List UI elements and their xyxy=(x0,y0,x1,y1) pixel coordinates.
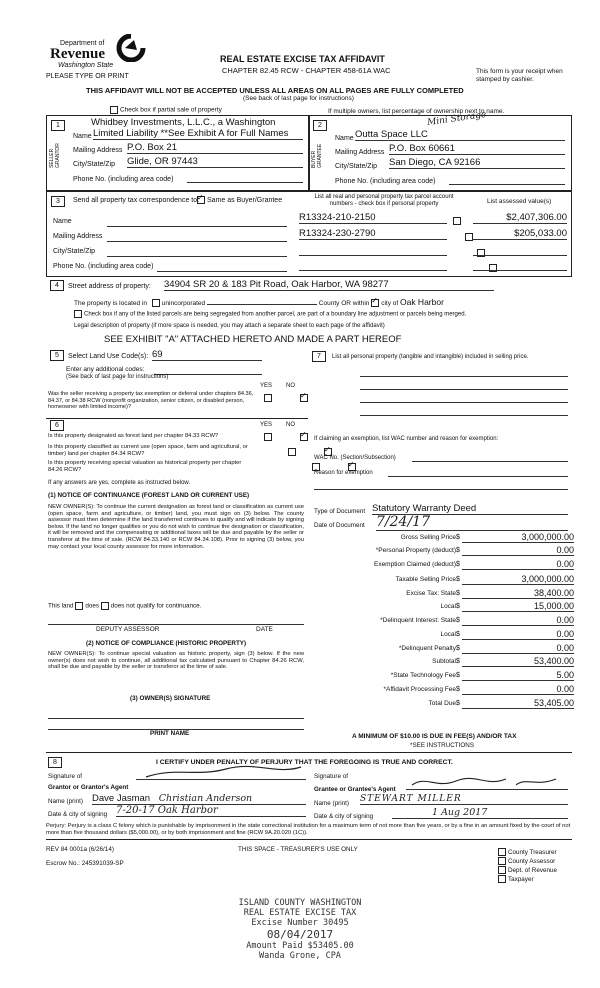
fee-dollar-sign: $ xyxy=(456,590,460,597)
see-back-note: (See back of last page for instructions) xyxy=(243,95,354,102)
deputy-signature-line[interactable] xyxy=(48,616,304,625)
fee-value[interactable]: 53,400.00 xyxy=(462,656,574,667)
fee-row xyxy=(362,576,574,587)
fee-label: Local xyxy=(440,603,456,610)
fee-label: Excise Tax: State xyxy=(406,590,456,597)
grantee-sig-of: Signature of xyxy=(314,773,348,780)
same-as-row xyxy=(197,196,282,204)
copy-taxpayer-checkbox[interactable] xyxy=(498,875,506,883)
dor-logo xyxy=(50,36,160,72)
personal-property-line-1[interactable] xyxy=(360,368,568,377)
location-row xyxy=(74,297,444,307)
grantee-agent-label: Grantee or Grantee's Agent xyxy=(314,786,396,793)
fee-dollar-sign: $ xyxy=(456,617,460,624)
seller-mailing-field[interactable]: P.O. Box 21 xyxy=(127,142,303,154)
fee-label: Total Due xyxy=(428,700,456,707)
corr-phone-label: Phone No. (including area code) xyxy=(53,263,154,270)
fee-label: *Personal Property (deduct) xyxy=(375,547,456,554)
grantee-date-field[interactable]: 1 Aug 2017 xyxy=(392,807,568,819)
receipt-note: This form is your receipt when stamped by cashier. xyxy=(476,68,563,83)
buyer-city-field[interactable]: San Diego, CA 92166 xyxy=(389,157,565,169)
wac-label: WAC No. (Section/Subsection) xyxy=(314,455,396,461)
treasurer-only: THIS SPACE - TREASURER'S USE ONLY xyxy=(238,846,358,853)
minimum-due: A MINIMUM OF $10.00 IS DUE IN FEE(S) AND/OR TAX xyxy=(352,733,517,740)
fee-label: Taxable Selling Price xyxy=(395,576,456,583)
copy-county-treasurer xyxy=(498,848,557,857)
section-5 xyxy=(46,348,308,419)
fee-value[interactable]: 0.00 xyxy=(462,559,574,570)
assessed-header: List assessed value(s) xyxy=(487,198,552,205)
fee-label: *State Technology Fee xyxy=(390,672,456,679)
exhibit-a-text: SEE EXHIBIT "A" ATTACHED HERETO AND MADE A PART HEREOF xyxy=(104,334,402,345)
fee-label: Subtotal xyxy=(432,658,456,665)
fee-dollar-sign: $ xyxy=(456,631,460,638)
stamp-line-1: ISLAND COUNTY WASHINGTON xyxy=(238,898,362,908)
section5-yes-header: YES xyxy=(260,383,273,389)
assessed-4[interactable] xyxy=(473,259,567,271)
stamp-line-4: 08/04/2017 xyxy=(266,928,334,941)
stamp-line-2: REAL ESTATE EXCISE TAX xyxy=(243,908,357,918)
compliance-title: (2) NOTICE OF COMPLIANCE (HISTORIC PROPERTY) xyxy=(86,640,247,647)
reason-label: Reason for exemption xyxy=(314,470,373,476)
section5-yes-checkbox[interactable] xyxy=(264,394,272,402)
forest-question: Is this property designated as forest land per chapter 84.33 RCW? xyxy=(48,433,219,439)
grantor-name-field[interactable] xyxy=(92,793,306,805)
fee-label: *Delinquent Interest: State xyxy=(380,617,456,624)
grantee-name-field[interactable]: STEWART MILLER xyxy=(360,794,568,805)
grantor-sig-of: Signature of xyxy=(48,773,82,780)
copy-assessor-label: County Assessor xyxy=(508,858,556,865)
copy-revenue-label: Dept. of Revenue xyxy=(508,867,558,874)
grantor-signature-scribble xyxy=(136,765,306,779)
owner-signature-label: (3) OWNER(S) SIGNATURE xyxy=(130,695,211,702)
this-land-label: This land xyxy=(48,602,74,610)
same-as-checkbox[interactable] xyxy=(197,196,205,204)
fee-row xyxy=(362,547,574,558)
buyer-mailing-field[interactable]: P.O. Box 60661 xyxy=(389,143,565,155)
copies-list xyxy=(498,848,557,884)
fee-row xyxy=(362,603,574,614)
section5-no-header: NO xyxy=(286,383,295,389)
perjury-text: Perjury: Perjury is a class C felony which is punishable by imprisonment in the state correctional institution for a maximum term of not more than five years, or by a fine in an amount fixed by the court of not more than five thousand dollars ($5,000.00), or by both imprisonment and fine (RCW 9A.20.020 (1C)). xyxy=(46,823,572,840)
section-3 xyxy=(46,191,572,277)
fee-value[interactable]: 0.00 xyxy=(462,615,574,626)
owner-signature-line[interactable] xyxy=(48,710,304,719)
certify-text: I CERTIFY UNDER PENALTY OF PERJURY THAT THE FOREGOING IS TRUE AND CORRECT. xyxy=(156,759,453,766)
claiming-exemption-label: If claiming an exemption, list WAC number and reason for exemption: xyxy=(314,436,499,442)
fee-row xyxy=(362,561,574,572)
segregated-label: Check box if any of the listed parcels are being segregated from another parcel, are part of a boundary line adjustment or parcels being merged. xyxy=(84,311,467,318)
segregated-row xyxy=(74,310,466,318)
fee-dollar-sign: $ xyxy=(456,547,460,554)
grantor-signature[interactable] xyxy=(136,765,306,780)
seller-name-line1: Whidbey Investments, L.L.C., a Washington xyxy=(91,117,276,128)
fee-value[interactable]: 3,000,000.00 xyxy=(462,532,574,543)
seller-phone-field[interactable] xyxy=(187,174,303,183)
wac-field[interactable] xyxy=(412,453,568,462)
fee-label: *Delinquent Penalty xyxy=(398,645,456,652)
forest-yes-checkbox[interactable] xyxy=(264,433,272,441)
fee-dollar-sign: $ xyxy=(456,561,460,568)
fee-label: Gross Selling Price xyxy=(400,534,456,541)
fee-row xyxy=(362,631,574,642)
document-date-label: Date of Document xyxy=(314,522,365,529)
fee-label: Exemption Claimed (deduct) xyxy=(373,561,456,568)
revenue-wordmark: Revenue xyxy=(50,46,105,62)
parcel-header: List all real and personal property tax parcel account numbers - check box if personal property xyxy=(314,194,454,207)
dept-of: Department of xyxy=(60,40,105,47)
city-of-value: Oak Harbor xyxy=(399,297,444,307)
form-chapter: CHAPTER 82.45 RCW - CHAPTER 458-61A WAC xyxy=(222,66,391,75)
does-checkbox[interactable] xyxy=(75,602,83,610)
stamp-line-3: Excise Number 30495 xyxy=(251,918,349,928)
legal-desc-label: Legal description of property (if more space is needed, you may attach a separate sheet to each page of the affidavit) xyxy=(74,323,385,329)
unincorporated-checkbox[interactable] xyxy=(152,299,160,307)
qualify-row xyxy=(48,602,201,610)
fee-dollar-sign: $ xyxy=(456,645,460,652)
section-6 xyxy=(46,420,308,744)
assessed-1[interactable]: $2,407,306.00 xyxy=(473,212,567,224)
additional-codes-field[interactable] xyxy=(154,366,262,375)
section-4 xyxy=(46,278,570,348)
buyer-mailing-label: Mailing Address xyxy=(335,149,385,156)
parcel-3[interactable] xyxy=(299,244,447,256)
additional-codes-label: Enter any additional codes: xyxy=(66,366,145,373)
corr-name-field[interactable] xyxy=(107,218,287,227)
current-use-question: Is this property classified as current use (open space, farm and agricultural, or timber) land per chapter 84.34 RCW? xyxy=(48,444,248,457)
seller-side-label: SELLER GRANTOR xyxy=(49,143,61,168)
copy-treasurer-label: County Treasurer xyxy=(508,849,557,856)
document-date-field[interactable]: 7/24/17 xyxy=(376,514,568,531)
section5-no-checkbox[interactable] xyxy=(300,394,308,402)
assessed-3[interactable] xyxy=(473,244,567,256)
parcel-2-personal-checkbox[interactable] xyxy=(465,233,473,241)
grantor-date-label: Date & city of signing xyxy=(48,811,108,818)
document-type-label: Type of Document xyxy=(314,508,366,515)
section-4-number: 4 xyxy=(50,280,64,291)
continuance-text: NEW OWNER(S): To continue the current designation as forest land or classification as current use (open space, farm and agriculture, or timber) land, you must sign on (3) below. The county assessor must then determine if the land transferred continues to qualify and will indicate by signing below. If the land no longer qualifies or you do not wish to continue the designation or classification, it will be removed and the compensating or additional taxes will be due and payable by the seller or transferor at the time of sale. (RCW 84.33.140 or RCW 84.34.108). Prior to signing (3) below, you may contact your local county assessor for more information. xyxy=(48,504,304,550)
if-yes-note: If any answers are yes, complete as instructed below. xyxy=(48,480,191,486)
fee-dollar-sign: $ xyxy=(456,534,460,541)
copy-dept-revenue xyxy=(498,866,557,875)
buyer-name-label: Name xyxy=(335,135,354,142)
compliance-text: NEW OWNER(S): To continue special valuation as historic property, sign (3) below. If the new owner(s) does not wish to continue, all additional tax calculated pursuant to Chapter 84.26 RCW, shall be due and payable by the seller or transferor at the time of sale. xyxy=(48,651,304,671)
street-field[interactable]: 34904 SR 20 & 183 Pit Road, Oak Harbor, WA 98277 xyxy=(164,279,494,291)
fee-row xyxy=(362,686,574,697)
form-rev: REV 84 0001a (6/26/14) xyxy=(46,846,114,853)
buyer-name-handwritten: Mini Storage xyxy=(426,109,487,129)
parcel-1[interactable]: R13324-210-2150 xyxy=(299,212,447,224)
seller-name-field[interactable]: Limited Liability **See Exhibit A for Full Names xyxy=(93,128,303,140)
section-7 xyxy=(310,351,570,421)
reason-field-2[interactable] xyxy=(314,481,568,490)
buyer-side-label: BUYER GRANTEE xyxy=(311,143,323,168)
seller-name-label: Name xyxy=(73,133,92,140)
fee-dollar-sign: $ xyxy=(456,686,460,693)
fee-row xyxy=(362,534,574,545)
fee-dollar-sign: $ xyxy=(456,576,460,583)
grantor-name-label: Name (print) xyxy=(48,798,83,805)
unincorporated-label: unincorporated xyxy=(161,300,206,307)
corr-name-label: Name xyxy=(53,218,72,225)
copy-assessor-checkbox[interactable] xyxy=(498,857,506,865)
section5-see-back: (See back of last page for instructions) xyxy=(66,374,169,380)
copy-taxpayer-label: Taxpayer xyxy=(508,876,534,883)
fee-value[interactable]: 38,400.00 xyxy=(462,588,574,599)
seller-city-field[interactable]: Glide, OR 97443 xyxy=(127,156,303,168)
does-label: does xyxy=(85,602,99,610)
parcel-4[interactable] xyxy=(299,259,447,271)
section6-yes-header: YES xyxy=(260,422,273,428)
document-type-field[interactable]: Statutory Warranty Deed xyxy=(372,503,568,515)
fee-dollar-sign: $ xyxy=(456,672,460,679)
fee-row xyxy=(362,672,574,683)
fee-value[interactable]: 0.00 xyxy=(462,629,574,640)
personal-property-line-3[interactable] xyxy=(360,394,568,403)
county-or-within: County OR within xyxy=(318,300,370,307)
seller-city-label: City/State/Zip xyxy=(73,161,116,168)
does-not-label: does not qualify for continuance. xyxy=(110,602,202,610)
fee-value[interactable]: 0.00 xyxy=(462,684,574,695)
buyer-phone-field[interactable] xyxy=(449,176,565,185)
continuance-title: (1) NOTICE OF CONTINUANCE (FOREST LAND OR CURRENT USE) xyxy=(48,492,250,499)
escrow-no: Escrow No.: 245391039-SP xyxy=(46,860,124,867)
street-label: Street address of property: xyxy=(68,283,151,290)
grantor-name-hand: Christian Anderson xyxy=(158,793,253,804)
fee-value[interactable]: 15,000.00 xyxy=(462,601,574,612)
fee-row xyxy=(362,645,574,656)
print-name-label: PRINT NAME xyxy=(150,730,190,737)
washington-state: Washington State xyxy=(58,62,114,69)
corr-mailing-label: Mailing Address xyxy=(53,233,103,240)
personal-property-label: List all personal property (tangible and intangible) included in selling price. xyxy=(332,354,529,360)
partial-sale-checkbox[interactable] xyxy=(110,106,118,114)
seller-phone-label: Phone No. (including area code) xyxy=(73,176,174,183)
forest-no-checkbox[interactable] xyxy=(300,433,308,441)
section-1-number: 1 xyxy=(51,120,65,131)
located-in-label: The property is located in xyxy=(74,300,147,307)
section-8 xyxy=(46,752,572,821)
fee-row xyxy=(362,617,574,628)
personal-property-line-2[interactable] xyxy=(360,381,568,390)
grantee-date-label: Date & city of signing xyxy=(314,813,374,820)
assessed-2[interactable]: $205,033.00 xyxy=(473,228,567,240)
section-8-number: 8 xyxy=(48,757,62,768)
copy-treasurer-checkbox[interactable] xyxy=(498,848,506,856)
seller-mailing-label: Mailing Address xyxy=(73,147,123,154)
corr-phone-field[interactable] xyxy=(157,263,287,272)
segregated-checkbox[interactable] xyxy=(74,310,82,318)
grantor-agent-label: Grantor or Grantor's Agent xyxy=(48,784,129,791)
grantee-signature[interactable] xyxy=(406,775,568,790)
exemption-question: Was the seller receiving a property tax exemption or deferral under chapters 84.36, 84.37, or 84.38 RCW (nonprofit organization, senior citizen, or disabled person, homeowner with limited income)? xyxy=(48,391,254,410)
buyer-phone-label: Phone No. (including area code) xyxy=(335,178,436,185)
fee-label: Local xyxy=(440,631,456,638)
section6-no-header: NO xyxy=(286,422,295,428)
city-of-label: city of xyxy=(381,300,399,307)
corr-mailing-field[interactable] xyxy=(107,233,287,242)
dor-logo-icon xyxy=(116,34,146,62)
multiple-owners-note: If multiple owners, list percentage of ownership next to name. xyxy=(328,108,505,115)
stamp-line-6: Wanda Grone, CPA xyxy=(259,951,341,961)
parcel-2[interactable]: R13324-230-2790 xyxy=(299,228,447,240)
section-6-number: 6 xyxy=(50,420,64,431)
fee-value[interactable]: 0.00 xyxy=(462,643,574,654)
grantor-date-field[interactable]: 7-20-17 Oak Harbor xyxy=(116,805,306,817)
deputy-assessor-label: DEPUTY ASSESSOR xyxy=(96,626,160,633)
fee-dollar-sign: $ xyxy=(456,658,460,665)
copy-taxpayer xyxy=(498,875,557,884)
fee-row xyxy=(362,700,574,711)
personal-property-line-4[interactable] xyxy=(360,407,568,416)
fee-label: *Affidavit Processing Fee xyxy=(383,686,456,693)
section-5-number: 5 xyxy=(50,350,64,361)
fee-row xyxy=(362,590,574,601)
partial-sale-label: Check box if partial sale of property xyxy=(120,106,222,114)
please-type: PLEASE TYPE OR PRINT xyxy=(46,73,129,80)
fee-row xyxy=(362,658,574,669)
accept-warning: THIS AFFIDAVIT WILL NOT BE ACCEPTED UNLESS ALL AREAS ON ALL PAGES ARE FULLY COMPLETED xyxy=(86,86,464,95)
buyer-city-label: City/State/Zip xyxy=(335,163,378,170)
section-7-number: 7 xyxy=(312,351,326,362)
land-use-field[interactable]: 69 xyxy=(152,349,262,361)
land-use-label: Select Land Use Code(s): xyxy=(68,353,149,360)
copy-revenue-checkbox[interactable] xyxy=(498,866,506,874)
parcel-1-personal-checkbox[interactable] xyxy=(453,217,461,225)
city-of-checkbox[interactable] xyxy=(371,299,379,307)
reason-field[interactable] xyxy=(388,468,568,477)
send-correspondence-label: Send all property tax correspondence to: xyxy=(73,197,200,204)
fee-value[interactable]: 53,405.00 xyxy=(462,698,574,709)
fee-value[interactable]: 5.00 xyxy=(462,670,574,681)
fee-dollar-sign: $ xyxy=(456,700,460,707)
historic-question: Is this property receiving special valuation as historical property per chapter 84.26 RCW? xyxy=(48,460,242,473)
fee-value[interactable]: 0.00 xyxy=(462,545,574,556)
partial-sale-row xyxy=(110,106,222,114)
deputy-date-label: DATE xyxy=(256,626,273,633)
grantor-name-typed: Dave Jasman xyxy=(92,793,151,804)
corr-city-field[interactable] xyxy=(107,248,287,257)
buyer-name-field[interactable]: Outta Space LLC xyxy=(355,129,565,141)
form-title: REAL ESTATE EXCISE TAX AFFIDAVIT xyxy=(220,54,385,64)
section-1 xyxy=(46,115,310,191)
copy-county-assessor xyxy=(498,857,557,866)
print-name-line[interactable] xyxy=(48,721,304,730)
stamp-line-5: Amount Paid $53405.00 xyxy=(246,941,354,951)
see-instructions: *SEE INSTRUCTIONS xyxy=(410,742,475,749)
section-2-number: 2 xyxy=(313,120,327,131)
same-as-label: Same as Buyer/Grantee xyxy=(207,196,283,204)
grantee-signature-scribble xyxy=(406,775,568,789)
grantee-name-label: Name (print) xyxy=(314,800,349,807)
current-use-yes-checkbox[interactable] xyxy=(288,448,296,456)
corr-city-label: City/State/Zip xyxy=(53,248,96,255)
section-3-number: 3 xyxy=(51,196,65,207)
fee-value[interactable]: 3,000,000.00 xyxy=(462,574,574,585)
does-not-checkbox[interactable] xyxy=(101,602,109,610)
fee-dollar-sign: $ xyxy=(456,603,460,610)
